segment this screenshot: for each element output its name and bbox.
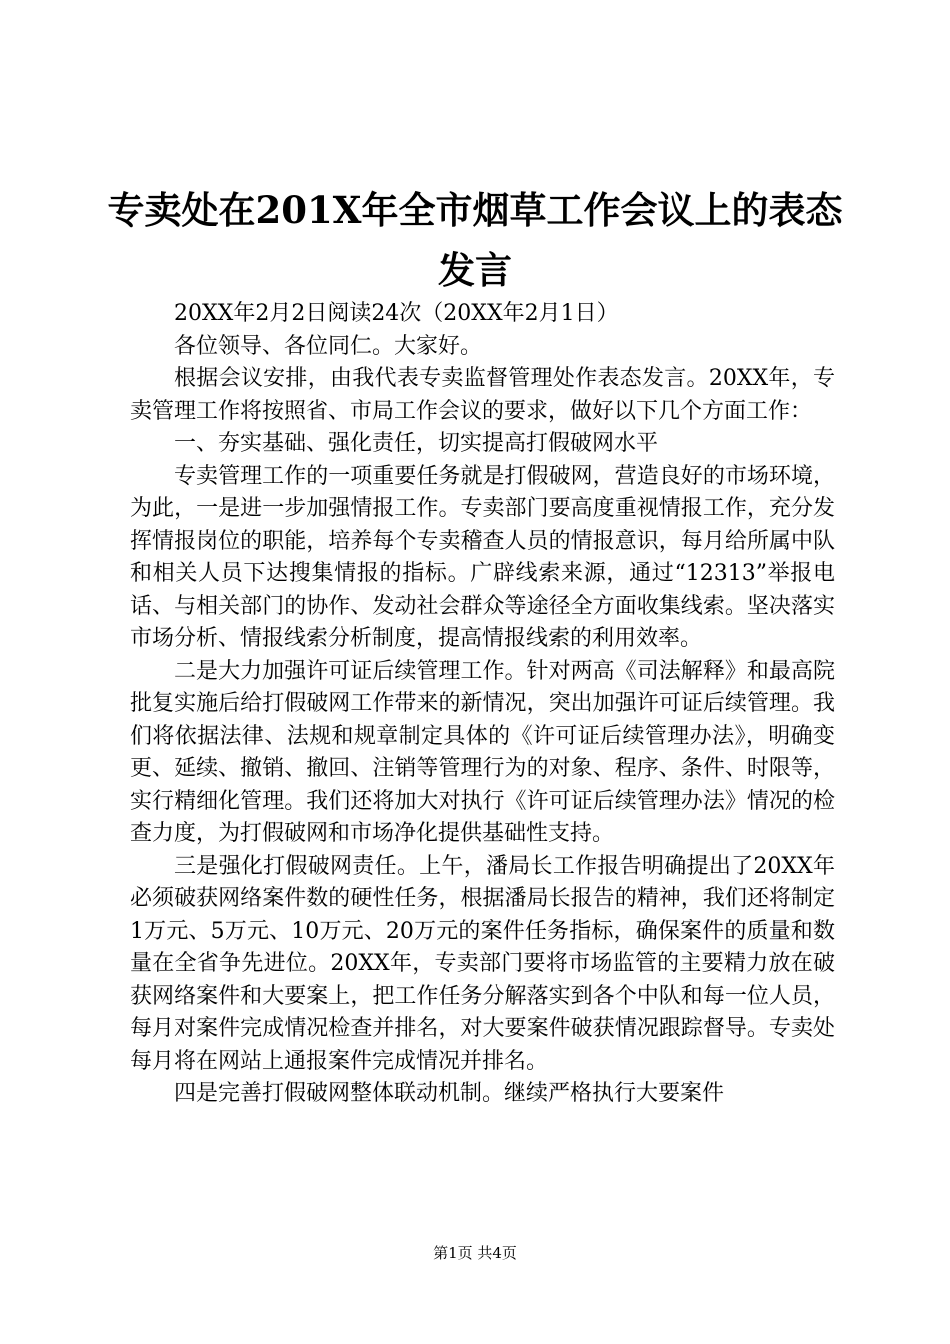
document-body bbox=[130, 298, 835, 1111]
section-heading-1: 一、夯实基础、强化责任，切实提高打假破网水平 bbox=[174, 431, 659, 456]
document-title-line-2: 发言 bbox=[438, 248, 512, 292]
paragraph-greeting: 各位领导、各位同仁。大家好。 bbox=[174, 333, 483, 359]
paragraph-linkage: 四是完善打假破网整体联动机制。继续严格执行大要案件 bbox=[174, 1081, 725, 1106]
paragraph-license: 二是大力加强许可证后续管理工作。针对两高《司法解释》和最高院批复实施后给打假破网工作带来的新情况，突出加强许可证后续管理。我们将依据法律、法规和规章制定具体的《许可证后续管理办法》，明确变更、延续、撤销、撤回、注销等管理行为的对象、程序、条件、时限等，实行精细化管理。我们还将加大对执行《许可证后续管理办法》情况的检查力度，为打假破网和市场净化提供基础性支持。 bbox=[130, 658, 835, 846]
document-title-line-1: 专卖处在201X年全市烟草工作会议上的表态 bbox=[107, 188, 843, 232]
paragraph-intro: 根据会议安排，由我代表专卖监督管理处作表态发言。20XX年，专卖管理工作将按照省、市局工作会议的要求，做好以下几个方面工作： bbox=[130, 366, 835, 424]
paragraph-responsibility: 三是强化打假破网责任。上午，潘局长工作报告明确提出了20XX年必须破获网络案件数的硬性任务，根据潘局长报告的精神，我们还将制定1万元、5万元、10万元、20万元的案件任务指标，确保案件的质量和数量在全省争先进位。20XX年，专卖部门要将市场监管的主要精力放在破获网络案件和大要案上，把工作任务分解落实到各个中队和每一位人员，每月对案件完成情况检查并排名，对大要案件破获情况跟踪督导。专卖处每月将在网站上通报案件完成情况并排名。 bbox=[130, 853, 835, 1074]
page-footer: 第1页 共4页 bbox=[433, 1244, 517, 1262]
paragraph-intelligence: 专卖管理工作的一项重要任务就是打假破网，营造良好的市场环境，为此，一是进一步加强情报工作。专卖部门要高度重视情报工作，充分发挥情报岗位的职能，培养每个专卖稽查人员的情报意识，每月给所属中队和相关人员下达搜集情报的指标。广辟线索来源，通过“12313”举报电话、与相关部门的协作、发动社会群众等途径全方面收集线索。坚决落实市场分析、情报线索分析制度，提高情报线索的利用效率。 bbox=[130, 463, 835, 651]
meta-line: 20XX年2月2日阅读24次（20XX年2月1日） bbox=[174, 301, 619, 326]
